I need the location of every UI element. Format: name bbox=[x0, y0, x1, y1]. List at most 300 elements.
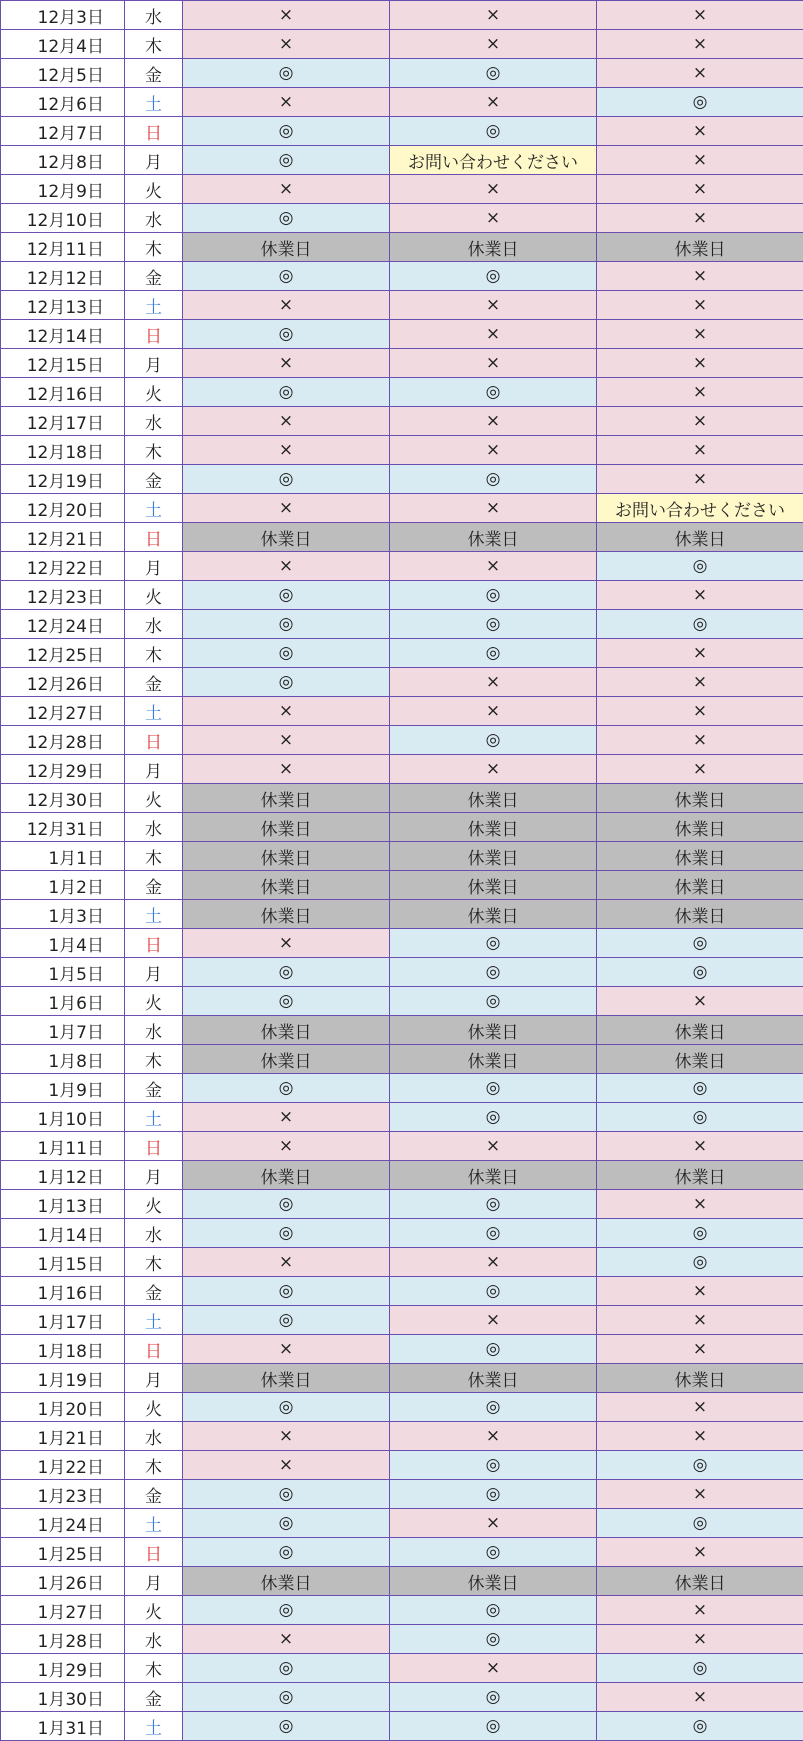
schedule-row bbox=[1, 407, 803, 436]
schedule-row bbox=[1, 639, 803, 668]
status-cell: ◎ bbox=[390, 1712, 597, 1741]
status-cell: × bbox=[597, 436, 803, 465]
weekday-cell: 金 bbox=[125, 59, 183, 88]
schedule-row bbox=[1, 1480, 803, 1509]
status-cell: × bbox=[597, 291, 803, 320]
schedule-row bbox=[1, 1277, 803, 1306]
date-cell: 12月8日 bbox=[1, 146, 125, 175]
schedule-row bbox=[1, 1538, 803, 1567]
date-cell: 1月4日 bbox=[1, 929, 125, 958]
status-cell: × bbox=[390, 320, 597, 349]
schedule-row bbox=[1, 88, 803, 117]
status-cell: × bbox=[183, 1248, 390, 1277]
status-cell: 休業日 bbox=[183, 233, 390, 262]
date-cell: 12月31日 bbox=[1, 813, 125, 842]
status-cell: ◎ bbox=[183, 1219, 390, 1248]
schedule-row bbox=[1, 175, 803, 204]
weekday-cell: 金 bbox=[125, 1480, 183, 1509]
status-cell: × bbox=[390, 697, 597, 726]
status-cell: × bbox=[390, 494, 597, 523]
schedule-row bbox=[1, 929, 803, 958]
weekday-cell: 月 bbox=[125, 1567, 183, 1596]
date-cell: 12月12日 bbox=[1, 262, 125, 291]
weekday-cell: 水 bbox=[125, 1625, 183, 1654]
weekday-cell: 火 bbox=[125, 1393, 183, 1422]
status-cell: × bbox=[183, 291, 390, 320]
weekday-cell: 日 bbox=[125, 1132, 183, 1161]
status-cell: × bbox=[597, 1625, 803, 1654]
status-cell: 休業日 bbox=[183, 523, 390, 552]
status-cell: × bbox=[597, 581, 803, 610]
status-cell: ◎ bbox=[183, 465, 390, 494]
status-cell: 休業日 bbox=[390, 900, 597, 929]
status-cell: × bbox=[597, 59, 803, 88]
status-cell: × bbox=[390, 1509, 597, 1538]
status-cell: × bbox=[183, 1103, 390, 1132]
status-cell: 休業日 bbox=[597, 1161, 803, 1190]
status-cell: ◎ bbox=[597, 1219, 803, 1248]
status-cell: 休業日 bbox=[183, 871, 390, 900]
schedule-row bbox=[1, 1219, 803, 1248]
status-cell: × bbox=[183, 552, 390, 581]
date-cell: 1月19日 bbox=[1, 1364, 125, 1393]
status-cell: × bbox=[390, 204, 597, 233]
status-cell: ◎ bbox=[390, 262, 597, 291]
date-cell: 12月6日 bbox=[1, 88, 125, 117]
status-cell: × bbox=[597, 175, 803, 204]
status-cell: 休業日 bbox=[183, 784, 390, 813]
status-cell: ◎ bbox=[390, 1596, 597, 1625]
date-cell: 1月28日 bbox=[1, 1625, 125, 1654]
status-cell: ◎ bbox=[597, 1248, 803, 1277]
weekday-cell: 日 bbox=[125, 523, 183, 552]
status-cell: × bbox=[390, 407, 597, 436]
weekday-cell: 土 bbox=[125, 1103, 183, 1132]
status-cell: ◎ bbox=[183, 1277, 390, 1306]
status-cell: × bbox=[597, 117, 803, 146]
schedule-row bbox=[1, 262, 803, 291]
date-cell: 1月9日 bbox=[1, 1074, 125, 1103]
weekday-cell: 火 bbox=[125, 378, 183, 407]
weekday-cell: 日 bbox=[125, 320, 183, 349]
schedule-row bbox=[1, 987, 803, 1016]
date-cell: 1月31日 bbox=[1, 1712, 125, 1741]
date-cell: 1月15日 bbox=[1, 1248, 125, 1277]
date-cell: 12月5日 bbox=[1, 59, 125, 88]
status-cell: × bbox=[183, 1422, 390, 1451]
status-cell: 休業日 bbox=[597, 1016, 803, 1045]
date-cell: 12月26日 bbox=[1, 668, 125, 697]
status-cell: 休業日 bbox=[597, 784, 803, 813]
schedule-row bbox=[1, 1190, 803, 1219]
status-cell: ◎ bbox=[183, 117, 390, 146]
schedule-row bbox=[1, 697, 803, 726]
schedule-row bbox=[1, 1074, 803, 1103]
status-cell: ◎ bbox=[390, 1451, 597, 1480]
date-cell: 1月11日 bbox=[1, 1132, 125, 1161]
status-cell: ◎ bbox=[597, 929, 803, 958]
status-cell: × bbox=[390, 436, 597, 465]
status-cell: × bbox=[390, 1248, 597, 1277]
schedule-row bbox=[1, 59, 803, 88]
status-cell: × bbox=[597, 755, 803, 784]
status-cell: × bbox=[183, 1335, 390, 1364]
status-cell: 休業日 bbox=[390, 813, 597, 842]
status-cell: ◎ bbox=[597, 1654, 803, 1683]
date-cell: 12月23日 bbox=[1, 581, 125, 610]
schedule-row bbox=[1, 146, 803, 175]
status-cell: ◎ bbox=[390, 59, 597, 88]
status-cell: 休業日 bbox=[597, 871, 803, 900]
status-cell: 休業日 bbox=[183, 842, 390, 871]
schedule-row bbox=[1, 1, 803, 30]
weekday-cell: 水 bbox=[125, 204, 183, 233]
weekday-cell: 金 bbox=[125, 871, 183, 900]
schedule-row bbox=[1, 291, 803, 320]
date-cell: 12月9日 bbox=[1, 175, 125, 204]
status-cell: お問い合わせください bbox=[597, 494, 803, 523]
status-cell: ◎ bbox=[183, 1538, 390, 1567]
status-cell: ◎ bbox=[390, 987, 597, 1016]
status-cell: 休業日 bbox=[390, 1567, 597, 1596]
schedule-row bbox=[1, 204, 803, 233]
status-cell: 休業日 bbox=[183, 813, 390, 842]
schedule-row bbox=[1, 436, 803, 465]
date-cell: 1月3日 bbox=[1, 900, 125, 929]
status-cell: ◎ bbox=[597, 1074, 803, 1103]
status-cell: ◎ bbox=[183, 1393, 390, 1422]
weekday-cell: 月 bbox=[125, 349, 183, 378]
schedule-row bbox=[1, 378, 803, 407]
schedule-row bbox=[1, 1509, 803, 1538]
weekday-cell: 土 bbox=[125, 291, 183, 320]
date-cell: 1月18日 bbox=[1, 1335, 125, 1364]
weekday-cell: 土 bbox=[125, 1712, 183, 1741]
weekday-cell: 月 bbox=[125, 1364, 183, 1393]
status-cell: × bbox=[597, 1596, 803, 1625]
status-cell: ◎ bbox=[390, 117, 597, 146]
date-cell: 12月22日 bbox=[1, 552, 125, 581]
status-cell: × bbox=[390, 552, 597, 581]
weekday-cell: 木 bbox=[125, 30, 183, 59]
status-cell: 休業日 bbox=[597, 813, 803, 842]
status-cell: × bbox=[597, 1190, 803, 1219]
schedule-row bbox=[1, 465, 803, 494]
weekday-cell: 日 bbox=[125, 1538, 183, 1567]
weekday-cell: 金 bbox=[125, 1074, 183, 1103]
schedule-body bbox=[1, 1, 803, 1741]
date-cell: 12月13日 bbox=[1, 291, 125, 320]
status-cell: × bbox=[390, 668, 597, 697]
weekday-cell: 火 bbox=[125, 784, 183, 813]
status-cell: 休業日 bbox=[597, 1364, 803, 1393]
weekday-cell: 月 bbox=[125, 755, 183, 784]
status-cell: ◎ bbox=[183, 1712, 390, 1741]
status-cell: × bbox=[390, 755, 597, 784]
status-cell: × bbox=[597, 1132, 803, 1161]
status-cell: × bbox=[597, 726, 803, 755]
date-cell: 12月11日 bbox=[1, 233, 125, 262]
weekday-cell: 日 bbox=[125, 1335, 183, 1364]
schedule-row bbox=[1, 1654, 803, 1683]
status-cell: ◎ bbox=[390, 581, 597, 610]
status-cell: 休業日 bbox=[390, 842, 597, 871]
status-cell: ◎ bbox=[390, 465, 597, 494]
status-cell: ◎ bbox=[597, 958, 803, 987]
date-cell: 12月17日 bbox=[1, 407, 125, 436]
date-cell: 1月2日 bbox=[1, 871, 125, 900]
schedule-row bbox=[1, 1045, 803, 1074]
status-cell: × bbox=[390, 30, 597, 59]
status-cell: × bbox=[597, 1306, 803, 1335]
status-cell: 休業日 bbox=[597, 900, 803, 929]
status-cell: × bbox=[597, 987, 803, 1016]
status-cell: × bbox=[597, 146, 803, 175]
date-cell: 1月21日 bbox=[1, 1422, 125, 1451]
status-cell: ◎ bbox=[183, 59, 390, 88]
schedule-row bbox=[1, 349, 803, 378]
weekday-cell: 火 bbox=[125, 581, 183, 610]
date-cell: 1月14日 bbox=[1, 1219, 125, 1248]
status-cell: ◎ bbox=[390, 639, 597, 668]
weekday-cell: 月 bbox=[125, 552, 183, 581]
date-cell: 12月25日 bbox=[1, 639, 125, 668]
status-cell: × bbox=[597, 1393, 803, 1422]
schedule-row bbox=[1, 900, 803, 929]
status-cell: × bbox=[597, 30, 803, 59]
schedule-row bbox=[1, 842, 803, 871]
date-cell: 1月20日 bbox=[1, 1393, 125, 1422]
schedule-row bbox=[1, 1625, 803, 1654]
status-cell: ◎ bbox=[183, 1683, 390, 1712]
status-cell: 休業日 bbox=[597, 233, 803, 262]
status-cell: ◎ bbox=[183, 1654, 390, 1683]
status-cell: 休業日 bbox=[183, 1161, 390, 1190]
schedule-row bbox=[1, 494, 803, 523]
status-cell: ◎ bbox=[597, 1103, 803, 1132]
status-cell: 休業日 bbox=[183, 1567, 390, 1596]
status-cell: 休業日 bbox=[390, 233, 597, 262]
status-cell: × bbox=[183, 30, 390, 59]
date-cell: 12月28日 bbox=[1, 726, 125, 755]
status-cell: 休業日 bbox=[390, 523, 597, 552]
status-cell: × bbox=[183, 175, 390, 204]
schedule-row bbox=[1, 1451, 803, 1480]
weekday-cell: 木 bbox=[125, 1451, 183, 1480]
date-cell: 12月29日 bbox=[1, 755, 125, 784]
status-cell: ◎ bbox=[183, 146, 390, 175]
status-cell: × bbox=[183, 755, 390, 784]
status-cell: ◎ bbox=[390, 929, 597, 958]
status-cell: ◎ bbox=[183, 610, 390, 639]
weekday-cell: 月 bbox=[125, 146, 183, 175]
schedule-row bbox=[1, 233, 803, 262]
status-cell: × bbox=[183, 726, 390, 755]
schedule-row bbox=[1, 1712, 803, 1741]
weekday-cell: 火 bbox=[125, 1190, 183, 1219]
date-cell: 1月30日 bbox=[1, 1683, 125, 1712]
status-cell: × bbox=[183, 1451, 390, 1480]
status-cell: × bbox=[597, 1538, 803, 1567]
status-cell: × bbox=[597, 407, 803, 436]
status-cell: × bbox=[597, 1277, 803, 1306]
status-cell: 休業日 bbox=[390, 1016, 597, 1045]
date-cell: 1月5日 bbox=[1, 958, 125, 987]
status-cell: × bbox=[597, 262, 803, 291]
date-cell: 1月13日 bbox=[1, 1190, 125, 1219]
date-cell: 12月15日 bbox=[1, 349, 125, 378]
status-cell: × bbox=[597, 1480, 803, 1509]
schedule-row bbox=[1, 958, 803, 987]
status-cell: ◎ bbox=[390, 1625, 597, 1654]
date-cell: 1月1日 bbox=[1, 842, 125, 871]
status-cell: ◎ bbox=[390, 958, 597, 987]
status-cell: ◎ bbox=[183, 204, 390, 233]
schedule-row bbox=[1, 320, 803, 349]
schedule-row bbox=[1, 30, 803, 59]
schedule-row bbox=[1, 1567, 803, 1596]
weekday-cell: 水 bbox=[125, 407, 183, 436]
status-cell: ◎ bbox=[390, 1103, 597, 1132]
weekday-cell: 土 bbox=[125, 88, 183, 117]
schedule-row bbox=[1, 1103, 803, 1132]
status-cell: 休業日 bbox=[390, 1045, 597, 1074]
schedule-row bbox=[1, 668, 803, 697]
status-cell: × bbox=[390, 1, 597, 30]
status-cell: ◎ bbox=[183, 987, 390, 1016]
status-cell: × bbox=[390, 291, 597, 320]
date-cell: 1月7日 bbox=[1, 1016, 125, 1045]
weekday-cell: 水 bbox=[125, 1016, 183, 1045]
status-cell: ◎ bbox=[183, 1074, 390, 1103]
status-cell: × bbox=[183, 1625, 390, 1654]
date-cell: 1月25日 bbox=[1, 1538, 125, 1567]
status-cell: 休業日 bbox=[183, 900, 390, 929]
status-cell: ◎ bbox=[390, 1683, 597, 1712]
status-cell: × bbox=[390, 175, 597, 204]
schedule-row bbox=[1, 1132, 803, 1161]
status-cell: ◎ bbox=[183, 1596, 390, 1625]
schedule-row bbox=[1, 784, 803, 813]
status-cell: × bbox=[183, 436, 390, 465]
weekday-cell: 木 bbox=[125, 1248, 183, 1277]
schedule-row bbox=[1, 1422, 803, 1451]
status-cell: × bbox=[183, 407, 390, 436]
schedule-row bbox=[1, 1393, 803, 1422]
status-cell: 休業日 bbox=[597, 1567, 803, 1596]
status-cell: ◎ bbox=[183, 262, 390, 291]
status-cell: 休業日 bbox=[183, 1016, 390, 1045]
weekday-cell: 水 bbox=[125, 1219, 183, 1248]
weekday-cell: 金 bbox=[125, 1683, 183, 1712]
weekday-cell: 木 bbox=[125, 842, 183, 871]
status-cell: ◎ bbox=[390, 1393, 597, 1422]
schedule-row bbox=[1, 1683, 803, 1712]
date-cell: 12月4日 bbox=[1, 30, 125, 59]
status-cell: ◎ bbox=[390, 1335, 597, 1364]
status-cell: × bbox=[183, 494, 390, 523]
date-cell: 1月6日 bbox=[1, 987, 125, 1016]
status-cell: ◎ bbox=[183, 1306, 390, 1335]
status-cell: × bbox=[597, 1335, 803, 1364]
status-cell: ◎ bbox=[183, 958, 390, 987]
status-cell: ◎ bbox=[597, 1712, 803, 1741]
status-cell: お問い合わせください bbox=[390, 146, 597, 175]
status-cell: ◎ bbox=[390, 1538, 597, 1567]
weekday-cell: 土 bbox=[125, 900, 183, 929]
status-cell: ◎ bbox=[390, 1480, 597, 1509]
weekday-cell: 水 bbox=[125, 610, 183, 639]
schedule-row bbox=[1, 1248, 803, 1277]
schedule-row bbox=[1, 1016, 803, 1045]
weekday-cell: 火 bbox=[125, 1596, 183, 1625]
status-cell: × bbox=[597, 668, 803, 697]
status-cell: ◎ bbox=[183, 1480, 390, 1509]
weekday-cell: 木 bbox=[125, 639, 183, 668]
date-cell: 12月30日 bbox=[1, 784, 125, 813]
status-cell: × bbox=[597, 697, 803, 726]
schedule-row bbox=[1, 1364, 803, 1393]
schedule-row bbox=[1, 1335, 803, 1364]
date-cell: 12月3日 bbox=[1, 1, 125, 30]
date-cell: 12月16日 bbox=[1, 378, 125, 407]
status-cell: ◎ bbox=[597, 552, 803, 581]
status-cell: 休業日 bbox=[183, 1364, 390, 1393]
status-cell: 休業日 bbox=[597, 842, 803, 871]
date-cell: 12月20日 bbox=[1, 494, 125, 523]
status-cell: × bbox=[597, 320, 803, 349]
status-cell: × bbox=[390, 1422, 597, 1451]
status-cell: × bbox=[390, 88, 597, 117]
weekday-cell: 金 bbox=[125, 465, 183, 494]
date-cell: 12月24日 bbox=[1, 610, 125, 639]
status-cell: ◎ bbox=[390, 610, 597, 639]
date-cell: 12月21日 bbox=[1, 523, 125, 552]
status-cell: ◎ bbox=[183, 639, 390, 668]
weekday-cell: 木 bbox=[125, 1654, 183, 1683]
status-cell: × bbox=[183, 1132, 390, 1161]
status-cell: × bbox=[597, 1683, 803, 1712]
weekday-cell: 木 bbox=[125, 1045, 183, 1074]
date-cell: 1月17日 bbox=[1, 1306, 125, 1335]
status-cell: × bbox=[597, 465, 803, 494]
date-cell: 12月7日 bbox=[1, 117, 125, 146]
weekday-cell: 金 bbox=[125, 668, 183, 697]
date-cell: 1月24日 bbox=[1, 1509, 125, 1538]
status-cell: × bbox=[183, 349, 390, 378]
weekday-cell: 木 bbox=[125, 233, 183, 262]
schedule-row bbox=[1, 1306, 803, 1335]
date-cell: 12月10日 bbox=[1, 204, 125, 233]
date-cell: 1月12日 bbox=[1, 1161, 125, 1190]
status-cell: × bbox=[390, 1654, 597, 1683]
status-cell: ◎ bbox=[390, 1074, 597, 1103]
status-cell: × bbox=[183, 88, 390, 117]
status-cell: ◎ bbox=[390, 378, 597, 407]
weekday-cell: 火 bbox=[125, 987, 183, 1016]
status-cell: 休業日 bbox=[183, 1045, 390, 1074]
status-cell: × bbox=[597, 378, 803, 407]
status-cell: 休業日 bbox=[390, 1161, 597, 1190]
status-cell: ◎ bbox=[390, 726, 597, 755]
weekday-cell: 木 bbox=[125, 436, 183, 465]
status-cell: ◎ bbox=[390, 1277, 597, 1306]
weekday-cell: 水 bbox=[125, 1422, 183, 1451]
weekday-cell: 月 bbox=[125, 958, 183, 987]
status-cell: ◎ bbox=[183, 581, 390, 610]
status-cell: × bbox=[183, 929, 390, 958]
weekday-cell: 土 bbox=[125, 697, 183, 726]
